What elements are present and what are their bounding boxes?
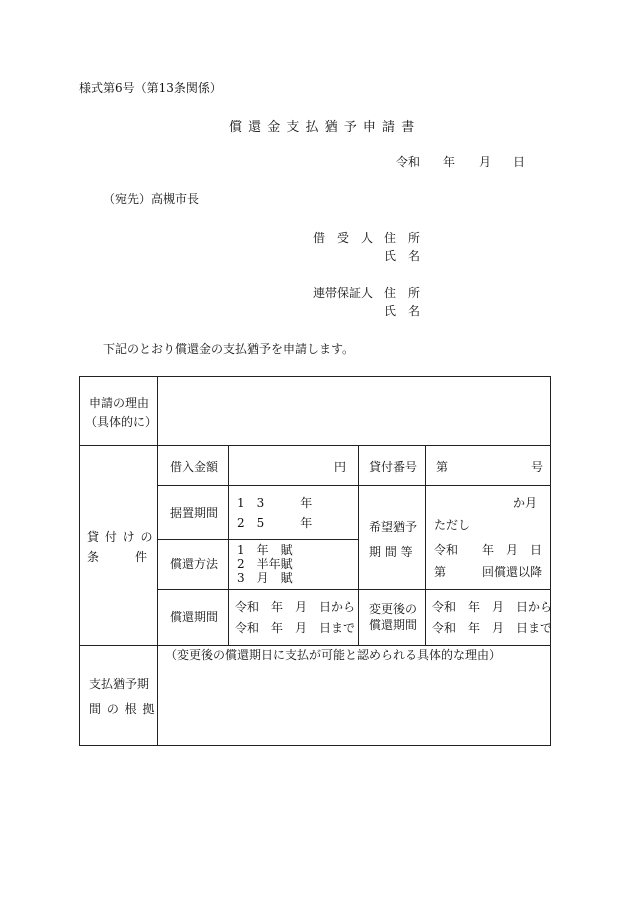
addressee: （宛先）高槻市長 bbox=[103, 192, 200, 206]
deferment-option-2: 2 5 年 bbox=[237, 516, 313, 530]
row-divider bbox=[79, 645, 551, 646]
requested-label-line1: 希望猶予 bbox=[369, 520, 418, 534]
loan-amount-unit: 円 bbox=[334, 460, 347, 474]
basis-label-line1: 支払猶予期 bbox=[89, 677, 150, 691]
repayment-from: 令和 年 月 日から bbox=[235, 600, 356, 614]
date-day: 日 bbox=[513, 155, 526, 169]
borrower-address-label: 住 所 bbox=[384, 231, 421, 245]
deferment-period-label: 据置期間 bbox=[170, 506, 219, 520]
table-border-left bbox=[79, 376, 80, 746]
guarantor-name-label: 氏 名 bbox=[384, 304, 421, 318]
deferment-option-1: 1 3 年 bbox=[237, 496, 313, 510]
repayment-method-2: 2 半年賦 bbox=[237, 557, 293, 571]
changed-to: 令和 年 月 日まで bbox=[432, 621, 553, 635]
changed-period-label-line2: 償還期間 bbox=[369, 618, 418, 632]
reason-label-line2: （具体的に） bbox=[85, 415, 158, 429]
column-divider bbox=[228, 445, 229, 645]
guarantor-address-label: 住 所 bbox=[384, 286, 421, 300]
row-divider bbox=[79, 445, 551, 446]
borrower-label: 借 受 人 bbox=[313, 231, 374, 245]
basis-note: （変更後の償還期日に支払が可能と認められる具体的な理由） bbox=[165, 648, 502, 662]
requested-installment: 第 回償還以降 bbox=[434, 565, 543, 579]
requested-date: 令和 年 月 日 bbox=[434, 543, 543, 557]
row-divider bbox=[157, 485, 551, 486]
borrower-name-label: 氏 名 bbox=[384, 249, 421, 263]
loan-amount-label: 借入金額 bbox=[170, 460, 219, 474]
loan-number-prefix: 第 bbox=[436, 460, 449, 474]
basis-field[interactable] bbox=[158, 665, 550, 744]
requested-months: か月 bbox=[513, 496, 538, 510]
column-divider bbox=[358, 445, 359, 645]
requested-proviso: ただし bbox=[434, 518, 471, 532]
loan-conditions-label-line2: 条 件 bbox=[87, 550, 148, 564]
repayment-period-label: 償還期間 bbox=[170, 610, 219, 624]
column-divider bbox=[425, 445, 426, 645]
reason-label-line1: 申請の理由 bbox=[89, 396, 150, 410]
intro-text: 下記のとおり償還金の支払猶予を申請します。 bbox=[103, 342, 355, 356]
loan-conditions-label-line1: 貸 付 け の bbox=[87, 530, 154, 544]
changed-period-label-line1: 変更後の bbox=[369, 602, 418, 616]
requested-label-line2: 期 間 等 bbox=[369, 545, 413, 559]
guarantor-label: 連帯保証人 bbox=[313, 286, 374, 300]
loan-number-suffix: 号 bbox=[531, 460, 544, 474]
changed-from: 令和 年 月 日から bbox=[432, 600, 553, 614]
row-divider bbox=[157, 539, 358, 540]
repayment-method-label: 償還方法 bbox=[170, 557, 219, 571]
table-border-bottom bbox=[79, 745, 551, 746]
loan-number-label: 貸付番号 bbox=[369, 460, 418, 474]
date-year: 年 bbox=[443, 155, 456, 169]
form-number: 様式第6号（第13条関係） bbox=[79, 81, 222, 95]
repayment-to: 令和 年 月 日まで bbox=[235, 621, 356, 635]
row-divider bbox=[157, 589, 551, 590]
basis-label-line2: 間 の 根 拠 bbox=[89, 702, 156, 716]
repayment-method-3: 3 月 賦 bbox=[237, 571, 293, 585]
repayment-method-1: 1 年 賦 bbox=[237, 543, 293, 557]
reason-field[interactable] bbox=[158, 377, 550, 445]
table-border-right bbox=[550, 376, 551, 746]
date-month: 月 bbox=[479, 155, 492, 169]
page-title: 償 還 金 支 払 猶 予 申 請 書 bbox=[229, 120, 416, 135]
date-era: 令和 bbox=[396, 155, 421, 169]
